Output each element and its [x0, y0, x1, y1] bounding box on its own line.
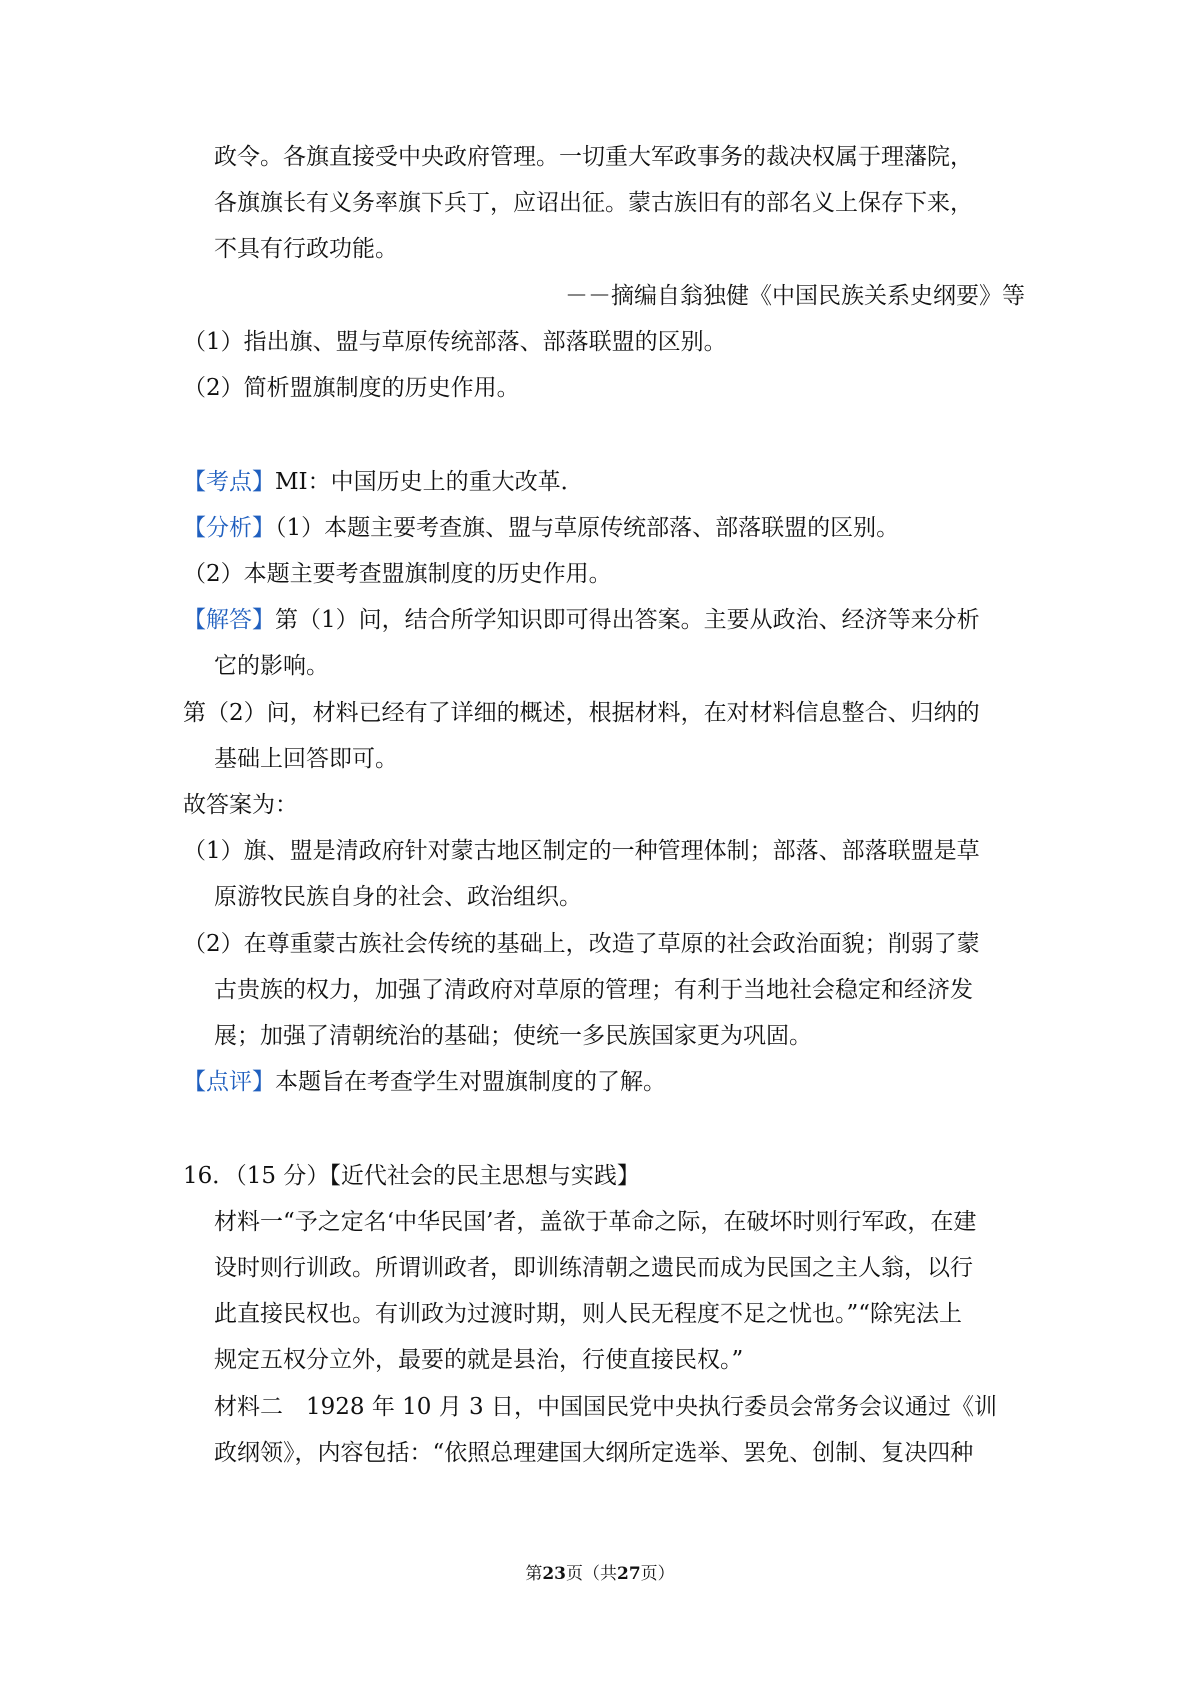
answer-1-line: （1）旗、盟是清政府针对蒙古地区制定的一种管理体制；部落、部落联盟是草 [183, 838, 980, 864]
fenxi-tag: 【分析】 [183, 515, 275, 541]
kaodian-line [183, 467, 584, 497]
answer-1-line-2: 原游牧民族自身的社会、政治组织。 [214, 884, 582, 910]
footer-prefix: 第 [525, 1564, 543, 1584]
question-2: （2）简析盟旗制度的历史作用。 [183, 375, 520, 401]
footer-middle: 页（共 [566, 1564, 617, 1584]
question-1: （1）指出旗、盟与草原传统部落、部落联盟的区别。 [183, 329, 727, 355]
dianping-tag: 【点评】 [183, 1069, 275, 1095]
dianping-line [183, 1067, 666, 1097]
material-source: －－摘编自翁独健《中国民族关系史纲要》等 [565, 283, 1025, 309]
q16-header: 16．（15 分）【近代社会的民主思想与实践】 [183, 1163, 640, 1189]
q16-material-1-line: 此直接民权也。有训政为过渡时期，则人民无程度不足之忧也。”“除宪法上 [214, 1301, 963, 1327]
footer-total-pages: 27 [617, 1564, 641, 1584]
q16-material-2-line: 材料二 1928 年 10 月 3 日，中国国民党中央执行委员会常务会议通过《训 [214, 1394, 997, 1420]
fenxi-line [183, 513, 899, 543]
q16-material-1-line: 材料一“予之定名‘中华民国’者，盖欲于革命之际，在破坏时则行军政，在建 [214, 1209, 977, 1235]
jieda-text: 第（1）问，结合所学知识即可得出答案。主要从政治、经济等来分析 [275, 607, 980, 633]
answer-2-line: （2）在尊重蒙古族社会传统的基础上，改造了草原的社会政治面貌；削弱了蒙 [183, 931, 980, 957]
footer-suffix: 页） [640, 1564, 675, 1584]
fenxi-line-2: （2）本题主要考查盟旗制度的历史作用。 [183, 561, 612, 587]
answer-intro: 故答案为： [183, 792, 298, 818]
kaodian-tag: 【考点】 [183, 469, 275, 495]
jieda-tag: 【解答】 [183, 607, 275, 633]
dianping-text: 本题旨在考查学生对盟旗制度的了解。 [275, 1069, 666, 1095]
jieda-line-2: 它的影响。 [214, 653, 329, 679]
q16-material-2-line: 政纲领》，内容包括：“依照总理建国大纲所定选举、罢免、创制、复决四种 [214, 1440, 974, 1466]
material-line: 不具有行政功能。 [214, 236, 398, 262]
q16-material-1-line: 规定五权分立外，最要的就是县治，行使直接民权。” [214, 1347, 744, 1373]
jieda-line [183, 605, 980, 635]
kaodian-text: MI：中国历史上的重大改革． [275, 469, 584, 495]
footer-page-number: 23 [542, 1564, 566, 1584]
q16-material-1-line: 设时则行训政。所谓训政者，即训练清朝之遗民而成为民国之主人翁，以行 [214, 1255, 973, 1281]
material-line: 各旗旗长有义务率旗下兵丁，应诏出征。蒙古族旧有的部名义上保存下来， [214, 190, 973, 216]
answer-2-line-2: 古贵族的权力，加强了清政府对草原的管理；有利于当地社会稳定和经济发 [214, 977, 973, 1003]
q2-explain-line: 第（2）问，材料已经有了详细的概述，根据材料，在对材料信息整合、归纳的 [183, 700, 980, 726]
q2-explain-line-2: 基础上回答即可。 [214, 746, 398, 772]
fenxi-text: （1）本题主要考查旗、盟与草原传统部落、部落联盟的区别。 [275, 515, 900, 541]
answer-2-line-3: 展；加强了清朝统治的基础；使统一多民族国家更为巩固。 [214, 1023, 812, 1049]
material-line: 政令。各旗直接受中央政府管理。一切重大军政事务的裁决权属于理藩院， [214, 144, 973, 170]
page-footer [0, 1563, 1200, 1585]
